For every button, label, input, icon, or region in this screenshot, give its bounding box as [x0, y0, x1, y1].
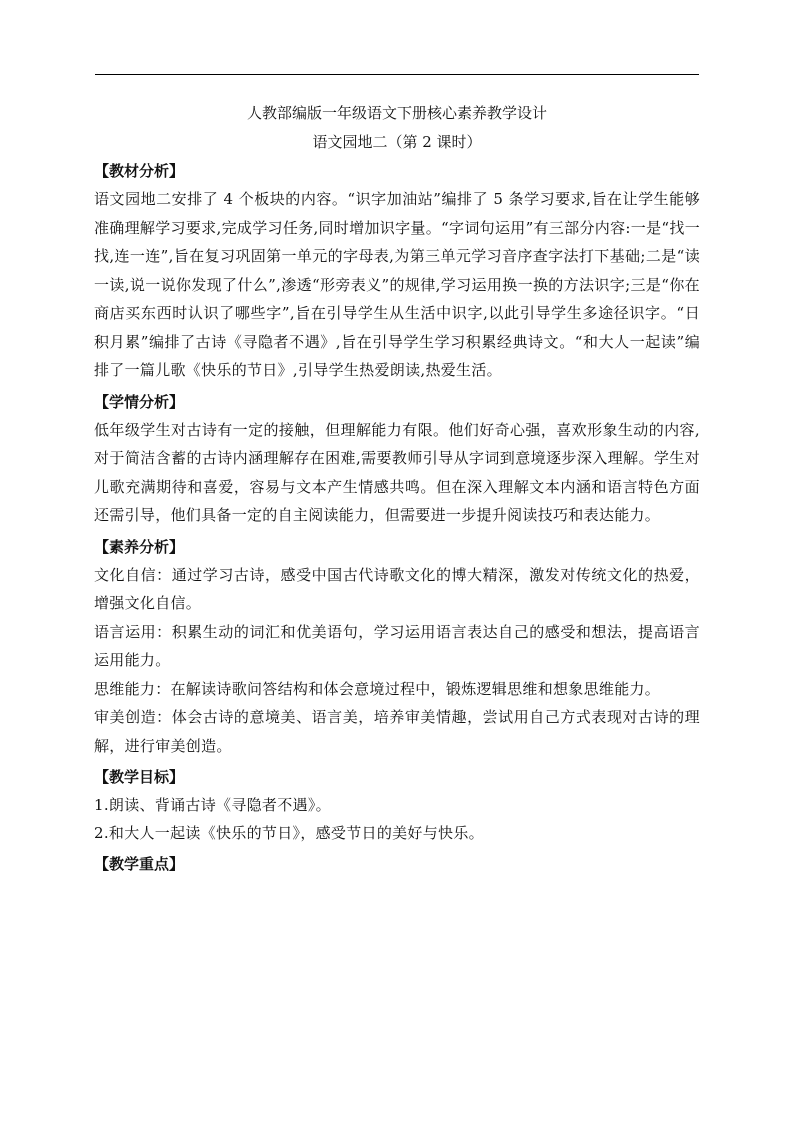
literacy-item: 审美创造：体会古诗的意境美、语言美，培养审美情趣，尝试用自己方式表现对古诗的理解，进行审美创造。 — [94, 708, 700, 755]
literacy-item: 文化自信：通过学习古诗，感受中国古代诗歌文化的博大精深，激发对传统文化的热爱，增强文化自信。 — [94, 565, 700, 612]
section-heading-students: 【学情分析】 — [94, 392, 185, 411]
header-rule — [95, 74, 699, 75]
section-heading-materials: 【教材分析】 — [94, 162, 185, 180]
goal-item: 1.朗读、背诵古诗《寻隐者不遇》。 — [94, 796, 331, 814]
materials-paragraph: 语文园地二安排了 4 个板块的内容。“识字加油站”编排了 5 条学习要求,旨在让学生能够准确理解学习要求,完成学习任务,同时增加识字量。“字词句运用”有三部分内容:一是“找一找,连一连”,旨在复习巩固第一单元的字母表,为第三单元学习音序查字法打下基础;二是“读一读,说一说你发现了什么”,渗透“形旁表义”的规律,学习运用换一换的方法识字;三是“你在商店买东西时认识了哪些字”,旨在引导学生从生活中识字,以此引导学生多途径识字。“日积月累”编排了古诗《寻隐者不遇》,旨在引导学生学习积累经典诗文。“和大人一起读”编排了一篇儿歌《快乐的节日》,引导学生热爱朗读,热爱生活。 — [94, 190, 700, 379]
students-paragraph: 低年级学生对古诗有一定的接触，但理解能力有限。他们好奇心强，喜欢形象生动的内容,对于简洁含蓄的古诗内涵理解存在困难,需要教师引导从字词到意境逐步深入理解。学生对儿歌充满期待和喜爱，容易与文本产生情感共鸣。但在深入理解文本内涵和语言特色方面还需引导，他们具备一定的自主阅读能力，但需要进一步提升阅读技巧和表达能力。 — [94, 420, 700, 524]
section-heading-literacy: 【素养分析】 — [94, 537, 185, 556]
section-heading-focus: 【教学重点】 — [94, 855, 185, 873]
literacy-item: 语言运用：积累生动的词汇和优美语句，学习运用语言表达自己的感受和想法，提高语言运用能力。 — [94, 622, 700, 669]
goal-item: 2.和大人一起读《快乐的节日》，感受节日的美好与快乐。 — [94, 824, 484, 842]
document-page — [94, 100, 700, 878]
document-title: 人教部编版一年级语文下册核心素养教学设计 — [246, 104, 547, 122]
literacy-item: 思维能力：在解读诗歌问答结构和体会意境过程中，锻炼逻辑思维和想象思维能力。 — [94, 679, 661, 698]
document-subtitle: 语文园地二（第 2 课时） — [312, 133, 482, 151]
section-heading-goals: 【教学目标】 — [94, 768, 185, 786]
